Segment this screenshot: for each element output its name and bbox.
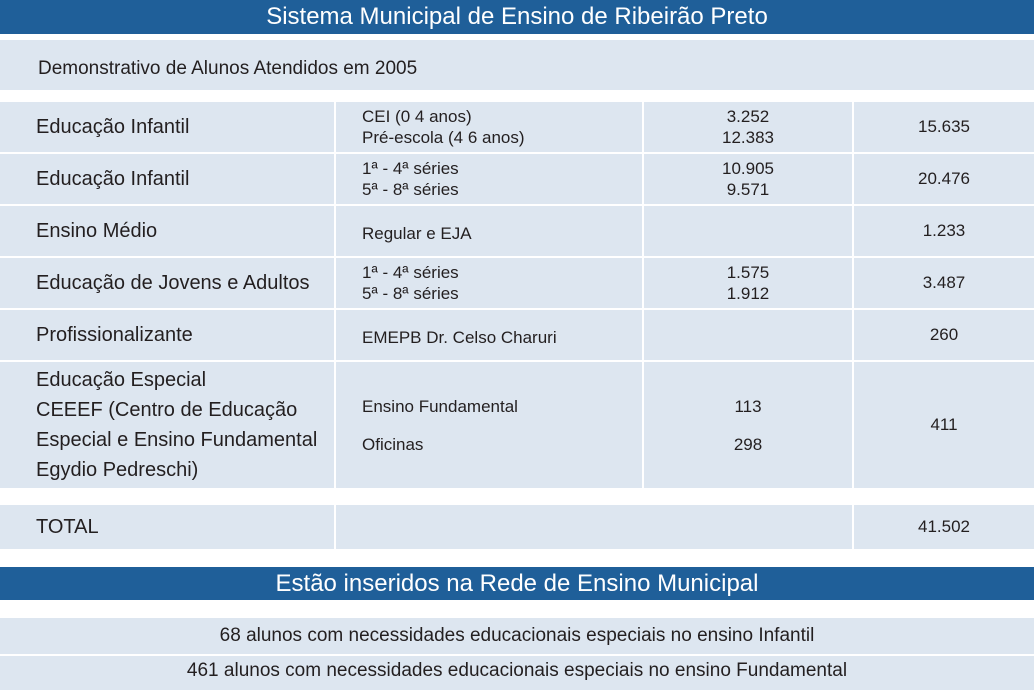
special-total: 411 xyxy=(854,362,1034,490)
special-detail: Oficinas xyxy=(362,434,424,454)
row-details xyxy=(336,102,644,154)
special-category-line: Egydio Pedreschi) xyxy=(36,459,199,481)
row-total: 1.233 xyxy=(854,206,1034,258)
row-detail: CEI (0 4 anos) xyxy=(362,107,472,126)
note-text: 68 alunos com necessidades educacionais especiais no ensino Infantil xyxy=(219,625,815,646)
row-details xyxy=(336,154,644,206)
row-total: 260 xyxy=(854,310,1034,362)
divider xyxy=(0,654,1034,656)
row-detail: 5ª - 8ª séries xyxy=(362,180,459,199)
row-detail: 1ª - 4ª séries xyxy=(362,159,459,178)
special-detail: Ensino Fundamental xyxy=(362,396,518,416)
notes-box xyxy=(0,618,1034,690)
row-value: 12.383 xyxy=(722,128,774,147)
row-detail: EMEPB Dr. Celso Charuri xyxy=(362,327,557,347)
row-details xyxy=(336,310,644,362)
table-row xyxy=(0,310,1034,362)
row-values xyxy=(644,206,854,258)
row-detail: 1ª - 4ª séries xyxy=(362,263,459,282)
special-value: 113 xyxy=(734,396,762,416)
row-details xyxy=(336,258,644,310)
special-value: 298 xyxy=(733,434,763,454)
section2-title: Estão inseridos na Rede de Ensino Municipal xyxy=(275,569,759,597)
row-value: 1.912 xyxy=(726,284,770,303)
total-value: 41.502 xyxy=(918,517,970,536)
row-category: Educação Infantil xyxy=(0,102,336,154)
table-row xyxy=(0,154,1034,206)
row-detail: 5ª - 8ª séries xyxy=(362,284,459,303)
special-category-line: Especial e Ensino Fundamental xyxy=(36,429,318,451)
row-total: 20.476 xyxy=(854,154,1034,206)
table-row-special xyxy=(0,362,1034,490)
students-table xyxy=(0,102,1034,490)
special-category xyxy=(0,362,336,490)
row-value: 10.905 xyxy=(722,159,774,178)
subtitle-text: Demonstrativo de Alunos Atendidos em 2005 xyxy=(38,58,418,79)
row-value: 3.252 xyxy=(726,107,770,126)
table-row xyxy=(0,258,1034,310)
row-value: 1.575 xyxy=(726,263,770,282)
page-title: Sistema Municipal de Ensino de Ribeirão Preto xyxy=(266,3,768,30)
row-values xyxy=(644,310,854,362)
subtitle-bar xyxy=(0,40,1034,90)
row-category: Educação Infantil xyxy=(0,154,336,206)
row-values xyxy=(644,102,854,154)
row-details xyxy=(336,206,644,258)
row-detail: Regular e EJA xyxy=(362,223,472,243)
row-total: 15.635 xyxy=(854,102,1034,154)
row-detail: Pré-escola (4 6 anos) xyxy=(362,128,525,147)
special-category-line: Educação Especial xyxy=(36,369,207,391)
row-category: Educação de Jovens e Adultos xyxy=(0,258,336,310)
special-values xyxy=(644,362,854,490)
special-details xyxy=(336,362,644,490)
total-row xyxy=(0,505,1034,549)
row-category: Ensino Médio xyxy=(0,206,336,258)
row-values xyxy=(644,258,854,310)
total-empty-cell xyxy=(336,505,854,549)
note-text: 461 alunos com necessidades educacionais especiais no ensino Fundamental xyxy=(186,660,848,681)
table-row xyxy=(0,206,1034,258)
total-label: TOTAL xyxy=(0,505,336,549)
row-value: 9.571 xyxy=(726,180,770,199)
row-values xyxy=(644,154,854,206)
table-row xyxy=(0,102,1034,154)
row-category: Profissionalizante xyxy=(0,310,336,362)
section2-title-bar xyxy=(0,567,1034,600)
row-total: 3.487 xyxy=(854,258,1034,310)
special-category-line: CEEEF (Centro de Educação xyxy=(36,399,298,421)
total-table xyxy=(0,505,1034,549)
header-title-bar xyxy=(0,0,1034,34)
